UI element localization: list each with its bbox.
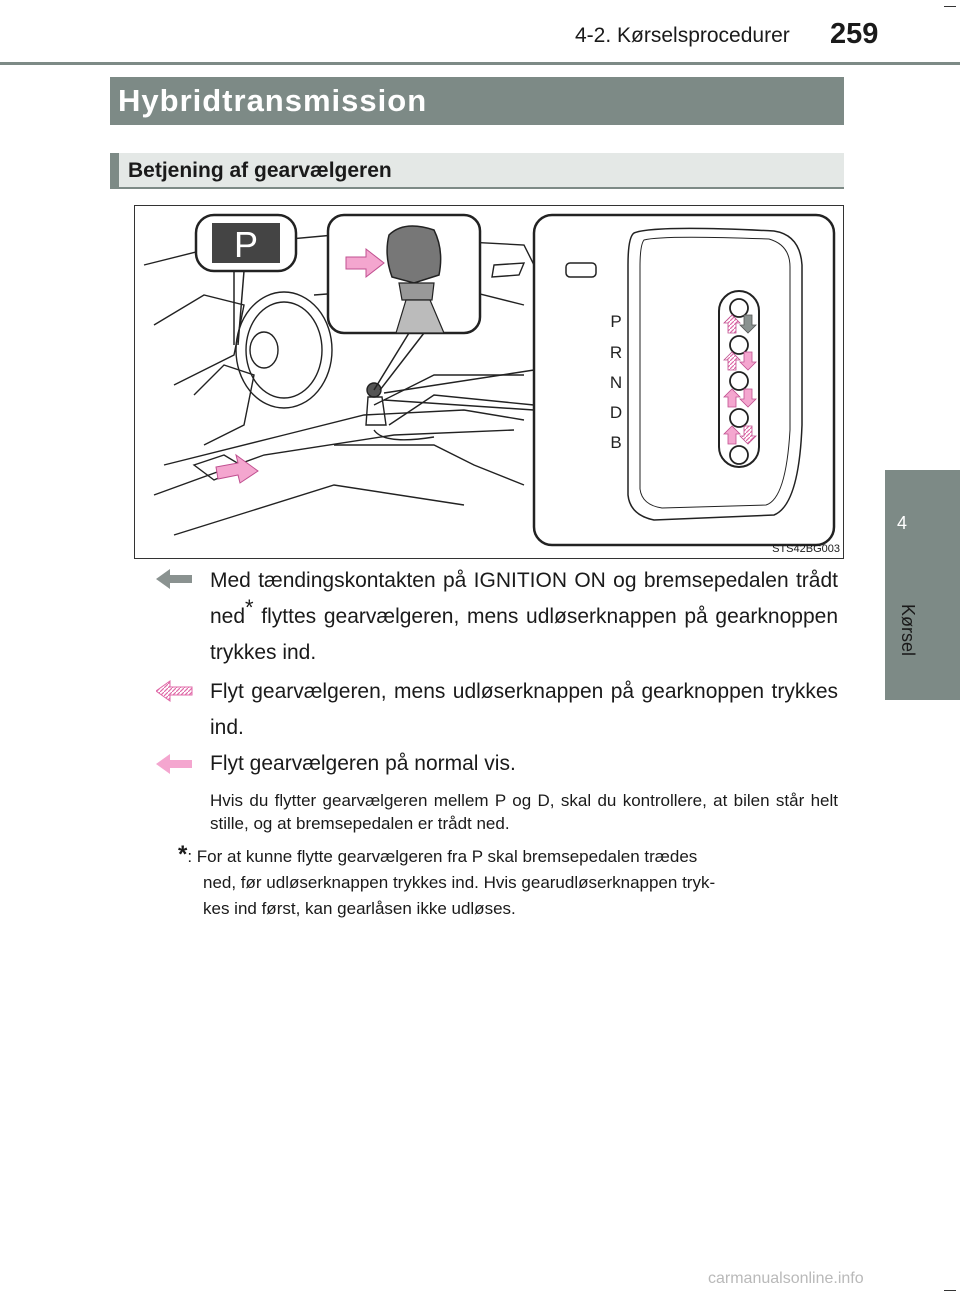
crop-mark [944,6,956,7]
gear-position-p: P [610,312,622,331]
legend-text-2: Flyt gearvælgeren, mens udløserknappen på gearknoppen trykkes ind. [210,680,838,739]
footnote-line-3: kes ind først, kan gearlåsen ikke udløses. [203,899,516,918]
gear-position-b: B [610,433,622,452]
chapter-number: 4 [897,513,908,533]
header-rule [0,62,960,65]
p-indicator-label: P [233,224,259,265]
legend-text-3: Flyt gearvælgeren på normal vis. [210,752,516,775]
note-text: Hvis du flytter gearvælgeren mellem P og D, skal du kontrollere, at bilen står helt stille, og at bremsepedalen er trådt ned. [210,791,838,833]
legend-text-1: Med tændingskontakten på IGNITION ON og bremsepedalen trådt ned* flyttes gearvælgeren, mens udløserknappen på gearknoppen trykkes ind. [210,569,838,664]
figure-code: STS42BG003 [772,543,840,555]
footnote-marker: * [178,841,188,868]
legend-arrow-solid-gray [156,568,196,595]
solid-pink-arrow-icon [156,753,196,775]
gear-selector-figure [134,205,844,559]
crop-mark [944,1290,956,1291]
chapter-tab [885,470,960,700]
solid-gray-arrow-icon [156,568,196,590]
hatched-pink-arrow-icon [156,680,196,702]
footnote-line-2: ned, før udløserknappen trykkes ind. Hvis gearudløserknappen tryk- [203,873,716,892]
section-heading: Betjening af gearvælgeren [110,153,844,189]
legend-arrow-hatched-pink [156,680,196,707]
gear-position-n: N [609,373,623,392]
illustration [134,205,844,559]
chapter-label: Kørsel [898,604,918,657]
section-title: 4-2. Kørselsprocedurer [575,24,790,47]
page-title: Hybridtransmission [110,77,844,125]
footnote-line-1: : For at kunne flytte gearvælgeren fra P skal bremsepedalen trædes [187,847,698,866]
watermark: carmanualsonline.info [708,1270,864,1287]
gear-position-d: D [609,403,623,422]
page-number: 259 [830,18,879,50]
gear-position-r: R [609,343,623,362]
footnote [178,842,838,922]
legend-arrow-solid-pink [156,753,196,780]
